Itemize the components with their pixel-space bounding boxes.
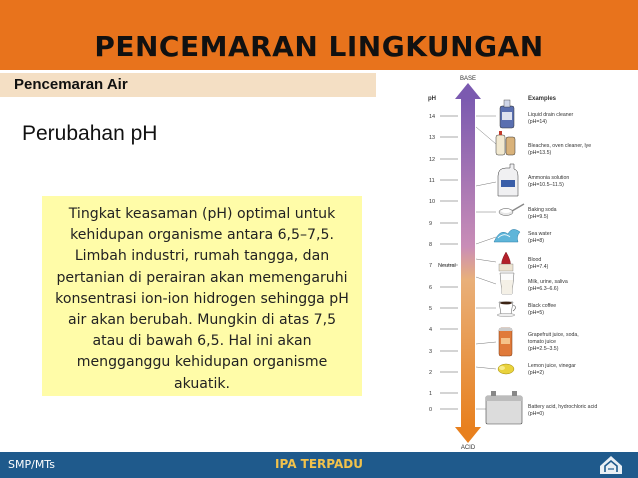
- example-label: Grapefruit juice, soda,: [528, 332, 579, 338]
- ph-tick: [429, 135, 458, 141]
- ph-header: pH: [428, 96, 436, 102]
- svg-text:3: 3: [429, 349, 433, 355]
- ph-tick: [429, 327, 458, 333]
- example-value: (pH=2): [528, 370, 545, 376]
- neutral-label: Neutral: [438, 263, 456, 269]
- content-heading: Perubahan pH: [22, 122, 158, 145]
- example-value: (pH=0): [528, 411, 545, 417]
- ph-tick: [429, 157, 458, 163]
- svg-text:14: 14: [429, 114, 436, 120]
- example-value: (pH=13.5): [528, 150, 552, 156]
- example-value: (pH=10.5–11.5): [528, 182, 564, 188]
- example-label: Blood: [528, 257, 542, 263]
- example-label: Lemon juice, vinegar: [528, 363, 576, 369]
- footer-subject-label: IPA TERPADU: [275, 457, 363, 471]
- ph-examples-list: [528, 112, 597, 417]
- ph-tick: [429, 178, 458, 184]
- ph-tick: [429, 285, 458, 291]
- example-label: Bleaches, oven cleaner, lye: [528, 143, 592, 149]
- example-value: (pH=8): [528, 238, 545, 244]
- section-subtitle: Pencemaran Air: [14, 76, 128, 93]
- ph-scale-figure: [410, 72, 638, 454]
- example-label: tomato juice: [528, 339, 556, 345]
- example-label: Baking soda: [528, 207, 557, 213]
- svg-text:5: 5: [429, 306, 433, 312]
- ph-tick: [429, 114, 458, 120]
- ph-gradient-arrow: [455, 83, 481, 443]
- lemon-icon: [498, 364, 514, 374]
- example-value: (pH=7.4): [528, 264, 549, 270]
- ph-tick: [429, 221, 458, 227]
- acid-label: ACID: [460, 445, 476, 451]
- ph-tick: [429, 306, 458, 312]
- example-label: Battery acid, hydrochloric acid: [528, 404, 598, 410]
- svg-text:1: 1: [429, 391, 433, 397]
- footer-level-label: SMP/MTs: [8, 458, 55, 471]
- svg-text:10: 10: [429, 199, 436, 205]
- example-label: Liquid drain cleaner: [528, 112, 574, 118]
- example-label: Sea water: [528, 231, 552, 237]
- example-value: (pH=9.5): [528, 214, 549, 220]
- milk-glass-icon: [500, 273, 514, 294]
- ph-tick: [429, 199, 458, 205]
- soda-can-icon: [499, 328, 512, 356]
- sea-wave-icon: [494, 229, 520, 242]
- ph-example-pointers: [476, 116, 496, 409]
- explanation-box: [42, 196, 362, 396]
- blood-drop-icon: [499, 252, 513, 271]
- slide-title: PENCEMARAN LINGKUNGAN: [94, 30, 544, 63]
- svg-text:4: 4: [429, 327, 433, 333]
- examples-header: Examples: [528, 96, 557, 102]
- publisher-logo-icon: [598, 452, 624, 476]
- explanation-text: Tingkat keasaman (pH) optimal untuk kehidupan organisme antara 6,5–7,5. Limbah industri, rumah tangga, dan pertanian di perairan akan memengaruhi konsentrasi ion-ion hidrogen sehingga pH air akan berubah. Mungkin di atas 7,5 atau di bawah 6,5. Hal ini akan mengganggu kehidupan organisme akuatik.: [55, 206, 349, 392]
- bleach-bottles-icon: [496, 131, 515, 155]
- example-label: Ammonia solution: [528, 175, 570, 181]
- svg-text:11: 11: [429, 178, 435, 184]
- svg-text:13: 13: [429, 135, 436, 141]
- svg-text:6: 6: [429, 285, 433, 291]
- coffee-cup-icon: [497, 302, 516, 317]
- example-value: (pH=14): [528, 119, 547, 125]
- example-value: (pH=2.5–3.5): [528, 346, 559, 352]
- baking-soda-spoon-icon: [499, 204, 524, 216]
- battery-icon: [486, 391, 522, 424]
- svg-text:8: 8: [429, 242, 433, 248]
- example-label: Milk, urine, saliva: [528, 279, 568, 285]
- ph-tick: [429, 242, 458, 248]
- svg-text:0: 0: [429, 407, 433, 413]
- ph-tick: [429, 370, 458, 376]
- svg-text:9: 9: [429, 221, 433, 227]
- svg-text:7: 7: [429, 263, 433, 269]
- ph-tick: [429, 407, 458, 413]
- base-label: BASE: [459, 76, 477, 82]
- svg-text:2: 2: [429, 370, 433, 376]
- ammonia-jug-icon: [498, 164, 518, 196]
- example-value: (pH=5): [528, 310, 545, 316]
- example-label: Black coffee: [528, 303, 557, 309]
- drain-cleaner-bottle-icon: [500, 100, 514, 128]
- ph-tick: [429, 349, 458, 355]
- svg-text:12: 12: [429, 157, 436, 163]
- ph-tick: [429, 391, 458, 397]
- example-value: (pH=6.3–6.6): [528, 286, 559, 292]
